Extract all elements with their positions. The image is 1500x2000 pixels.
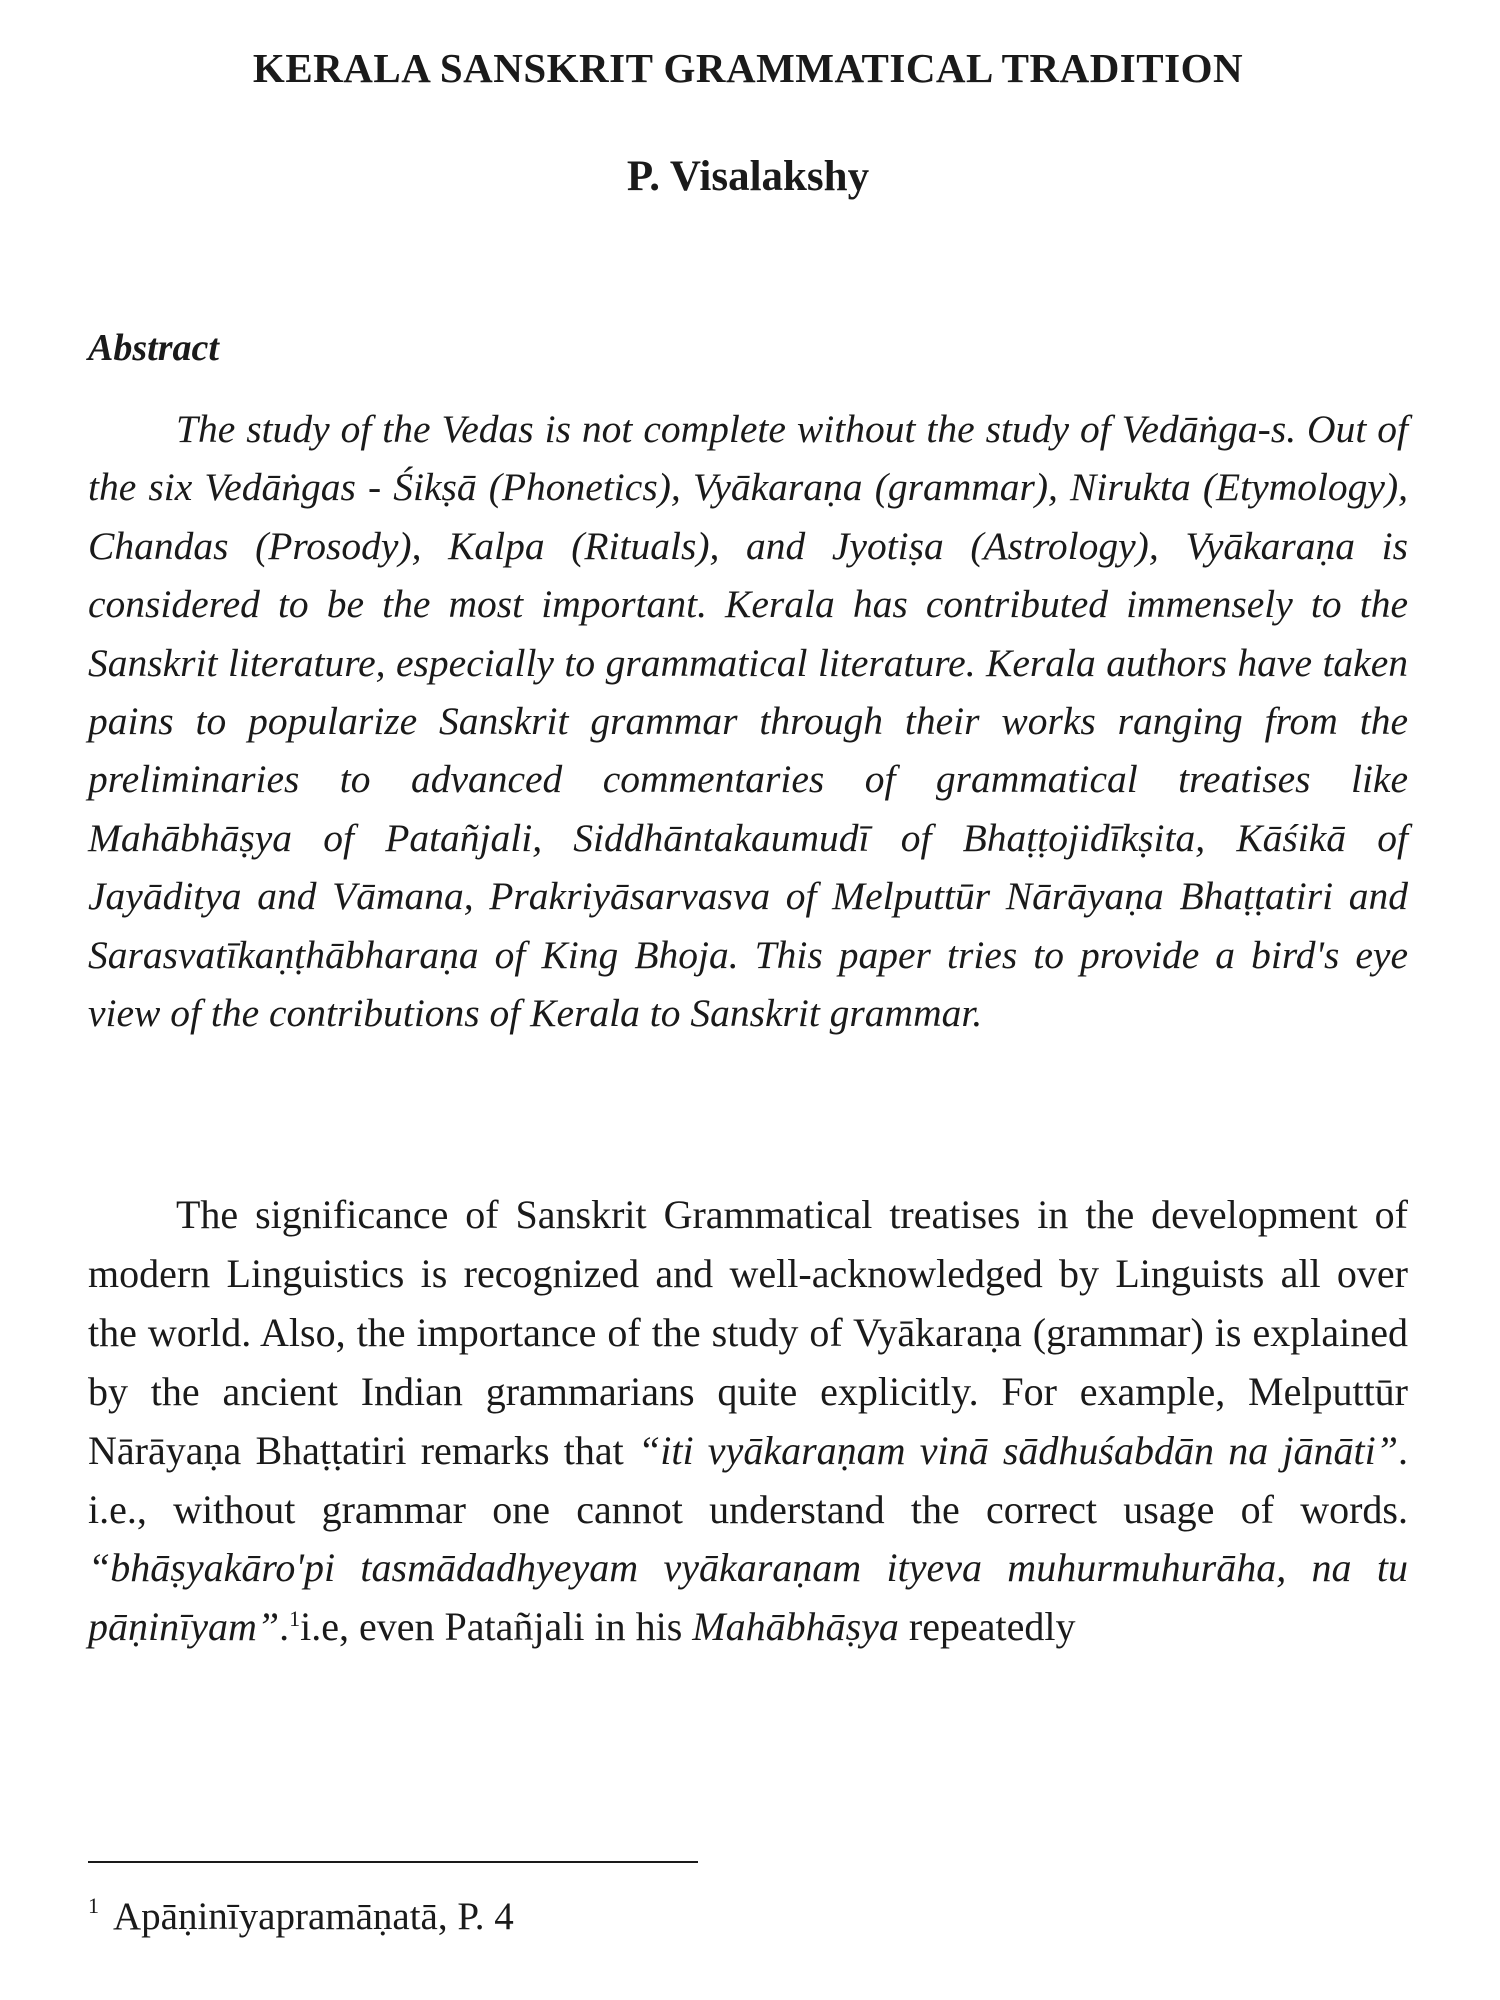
body-text-part2: . i.e., without grammar one cannot understand the correct usage of words. xyxy=(88,1427,1408,1532)
body-text-part5: repeatedly xyxy=(898,1604,1076,1650)
footnote-reference[interactable]: 1 xyxy=(289,1606,301,1632)
paper-page xyxy=(88,0,1408,2000)
body-text-part3: . xyxy=(279,1604,290,1650)
footnote-number: 1 xyxy=(88,1893,99,1918)
author-name: P. Visalakshy xyxy=(626,153,870,200)
sanskrit-quote-2: “bhāṣyakāro'pi tasmādadhyeyam vyākaraṇam ityeva muhurmuhurāha, na tu pāṇinīyam” xyxy=(88,1545,1408,1650)
body-paragraph xyxy=(88,1186,1408,1657)
abstract-paragraph: The study of the Vedas is not complete without the study of Vedāṅga-s. Out of the six Vedāṅgas - Śikṣā (Phonetics), Vyākaraṇa (grammar), Nirukta (Etymology), Chandas (Prosody), Kalpa (Rituals), and Jyotiṣa (Astrology), Vyākaraṇa is considered to be the most important. Kerala has contributed immensely to the Sanskrit literature, especially to grammatical literature. Kerala authors have taken pains to popularize Sanskrit grammar through their works ranging from the preliminaries to advanced commentaries of grammatical treatises like Mahābhāṣya of Patañjali, Siddhāntakaumudī of Bhaṭṭojidīkṣita, Kāśikā of Jayāditya and Vāmana, Prakriyāsarvasva of Melputtūr Nārāyaṇa Bhaṭṭatiri and Sarasvatīkaṇṭhābharaṇa of King Bhoja. This paper tries to provide a bird's eye view of the contributions of Kerala to Sanskrit grammar. xyxy=(88,407,1408,1036)
abstract-heading: Abstract xyxy=(88,327,219,369)
footnote-text: Apāṇinīyapramāṇatā, P. 4 xyxy=(113,1895,514,1938)
body-text-part4: i.e, even Patañjali in his xyxy=(300,1604,693,1650)
footnote-divider xyxy=(88,1861,698,1863)
footnote xyxy=(88,1893,514,1941)
paper-title: KERALA SANSKRIT GRAMMATICAL TRADITION xyxy=(252,45,1244,91)
body-text-part1: The significance of Sanskrit Grammatical treatises in the development of modern Linguistics is recognized and well-acknowledged by Linguists all over the world. Also, the importance of the study of Vyākaraṇa (grammar) is explained by the ancient Indian grammarians quite explicitly. For example, Melputtūr Nārāyaṇa Bhaṭṭatiri remarks that xyxy=(88,1192,1408,1473)
work-title-mahabhasya: Mahābhāṣya xyxy=(692,1604,899,1650)
sanskrit-quote-1: “iti vyākaraṇam vinā sādhuśabdān na jānāti” xyxy=(638,1427,1398,1473)
